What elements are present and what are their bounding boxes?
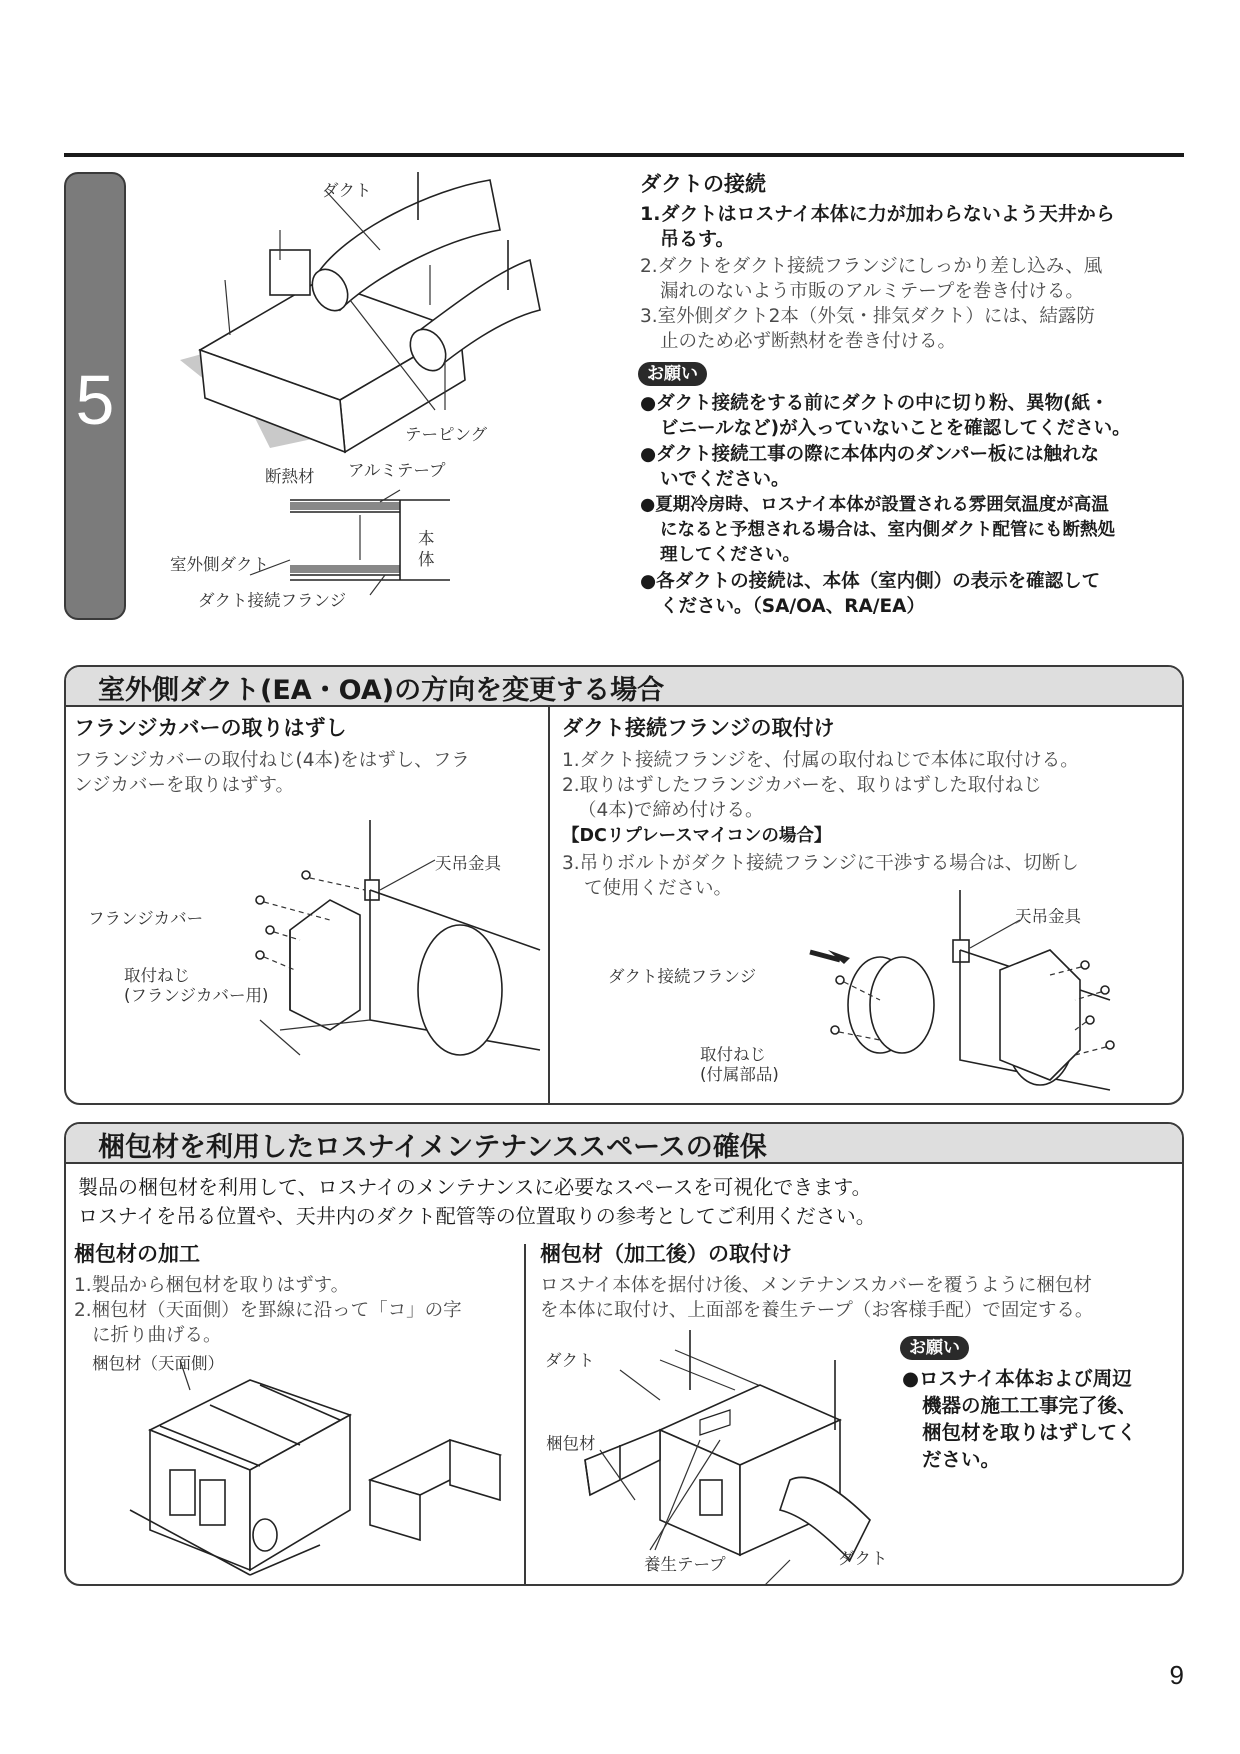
label-duct-top: ダクト (545, 1351, 595, 1370)
flange-install-text-2: 2.取りはずしたフランジカバーを、取りはずした取付ねじ (562, 775, 1042, 796)
packing-prep-text-2: 2.梱包材（天面側）を罫線に沿って「コ」の字 (74, 1300, 462, 1321)
notice-1a: ●ダクト接続をする前にダクトの中に切り粉、異物(紙・ (640, 393, 1109, 414)
notice2-line-1: ●ロスナイ本体および周辺 (902, 1367, 1132, 1390)
duct-step-2b: 漏れのないよう市販のアルミテープを巻き付ける。 (660, 281, 1084, 302)
notice-badge-2: お願い (900, 1336, 969, 1360)
duct-step-2a: 2.ダクトをダクト接続フランジにしっかり差し込み、風 (640, 256, 1103, 277)
duct-install-illustration (170, 170, 570, 610)
label-top-packing: 梱包材（天面側） (92, 1354, 224, 1373)
packing-install-illustration (560, 1330, 890, 1580)
fig-label-insulation: 断熱材 (265, 467, 315, 486)
notice-badge: お願い (638, 362, 707, 386)
packing-prep-heading: 梱包材の加工 (74, 1242, 200, 1266)
duct-step-3a: 3.室外側ダクト2本（外気・排気ダクト）には、結露防 (640, 306, 1095, 327)
notice-4b: ください。（SA/OA、RA/EA） (660, 596, 925, 617)
notice-3b: になると予想される場合は、室内側ダクト配管にも断熱処 (660, 520, 1115, 540)
maintenance-intro-2: ロスナイを吊る位置や、天井内のダクト配管等の位置取りの参考としてご利用ください。 (78, 1204, 876, 1228)
section-duct-direction-title: 室外側ダクト(EA・OA)の方向を変更する場合 (98, 675, 665, 706)
step-number: 5 (75, 361, 115, 439)
duct-step-1a: 1.ダクトはロスナイ本体に力が加わらないよう天井から (640, 203, 1115, 225)
duct-connection-title: ダクトの接続 (640, 172, 766, 196)
flange-install-heading: ダクト接続フランジの取付け (562, 716, 835, 740)
packing-prep-illustration (90, 1360, 510, 1580)
flange-install-text-3: （4本)で締め付ける。 (578, 800, 764, 821)
fig-label-taping: テーピング (405, 425, 488, 444)
packing-prep-text-1: 1.製品から梱包材を取りはずす。 (74, 1275, 350, 1296)
label-screw-left-2: (フランジカバー用) (124, 986, 269, 1005)
section3-divider (524, 1244, 526, 1584)
fig-label-duct: ダクト (322, 181, 372, 200)
label-screw-right-1: 取付ねじ (700, 1045, 766, 1064)
flange-cover-text-1: フランジカバーの取付ねじ(4本)をはずし、フラ (74, 750, 470, 771)
packing-prep-text-3: に折り曲げる。 (92, 1325, 222, 1346)
section2-divider (548, 707, 550, 1103)
label-curing-tape: 養生テープ (644, 1555, 726, 1574)
duct-step-3b: 止のため必ず断熱材を巻き付ける。 (660, 331, 957, 352)
notice-3c: 理してください。 (660, 545, 800, 565)
label-duct-bottom: ダクト (838, 1549, 888, 1568)
flange-cover-text-2: ンジカバーを取りはずす。 (74, 775, 295, 796)
notice2-line-2: 機器の施工工事完了後、 (922, 1394, 1137, 1417)
fig-label-outdoor-duct: 室外側ダクト (170, 555, 269, 574)
packing-install-text-1: ロスナイ本体を据付け後、メンテナンスカバーを覆うように梱包材 (540, 1275, 1092, 1296)
top-rule (64, 153, 1184, 157)
label-hanger-left: 天吊金具 (435, 854, 501, 873)
flange-cover-heading: フランジカバーの取りはずし (74, 716, 347, 740)
fig-label-body: 本体 (418, 529, 435, 570)
duct-step-1b: 吊るす。 (660, 228, 735, 250)
label-screw-right-2: (付属部品) (700, 1065, 779, 1084)
notice-2a: ●ダクト接続工事の際に本体内のダンパー板には触れな (640, 444, 1100, 465)
notice2-line-4: ださい。 (922, 1448, 1001, 1471)
flange-install-text-1: 1.ダクト接続フランジを、付属の取付ねじで本体に取付ける。 (562, 750, 1079, 771)
notice-1b: ビニールなど)が入っていないことを確認してください。 (660, 418, 1131, 439)
notice-4a: ●各ダクトの接続は、本体（室内側）の表示を確認して (640, 571, 1101, 592)
label-connection-flange: ダクト接続フランジ (608, 967, 757, 986)
label-screw-left-1: 取付ねじ (124, 966, 190, 985)
flange-install-dc-note: 【DCリプレースマイコンの場合】 (562, 826, 832, 846)
section-maintenance-space-title: 梱包材を利用したロスナイメンテナンススペースの確保 (98, 1132, 767, 1163)
notice2-line-3: 梱包材を取りはずしてく (922, 1421, 1137, 1444)
fig-label-flange: ダクト接続フランジ (198, 591, 347, 610)
packing-install-text-2: を本体に取付け、上面部を養生テープ（お客様手配）で固定する。 (540, 1300, 1094, 1321)
page-number: 9 (1169, 1660, 1184, 1690)
notice-2b: いでください。 (660, 469, 790, 490)
label-flange-cover: フランジカバー (88, 909, 204, 928)
maintenance-intro-1: 製品の梱包材を利用して、ロスナイのメンテナンスに必要なスペースを可視化できます。 (78, 1175, 872, 1199)
label-hanger-right: 天吊金具 (1015, 907, 1081, 926)
packing-install-heading: 梱包材（加工後）の取付け (540, 1242, 792, 1266)
flange-install-text-4: 3.吊りボルトがダクト接続フランジに干渉する場合は、切断し (562, 853, 1079, 874)
notice-3a: ●夏期冷房時、ロスナイ本体が設置される雰囲気温度が高温 (640, 495, 1109, 515)
flange-install-text-5: て使用ください。 (584, 878, 733, 899)
fig-label-alu-tape: アルミテープ (348, 461, 446, 480)
label-packing: 梱包材 (546, 1434, 596, 1453)
